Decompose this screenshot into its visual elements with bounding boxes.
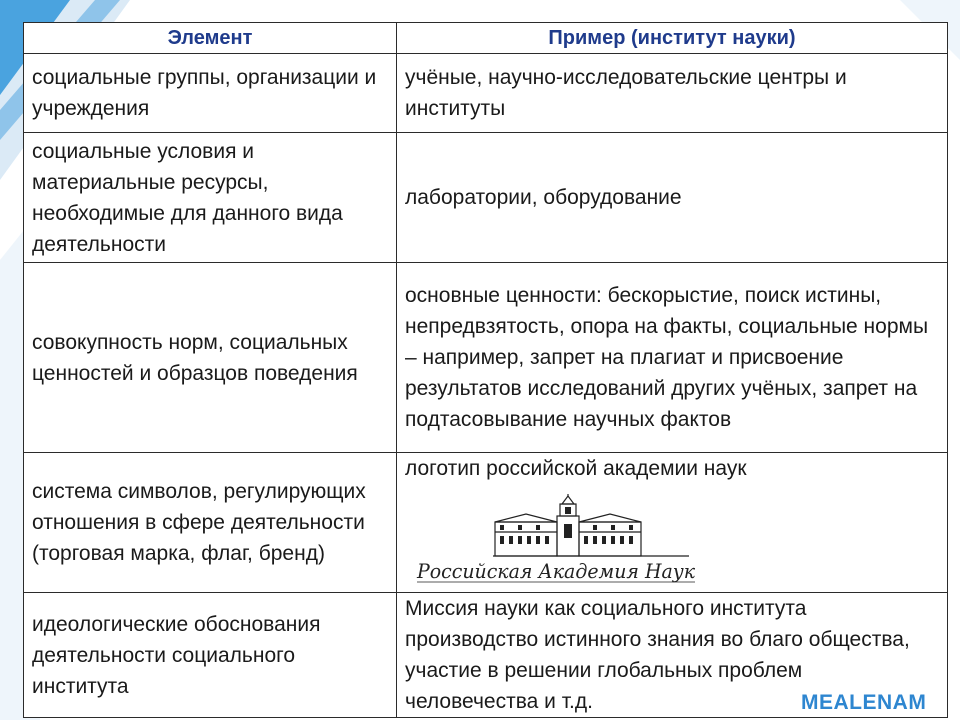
academy-building-icon xyxy=(411,494,701,592)
header-example: Пример (институт науки) xyxy=(397,23,948,54)
table-row xyxy=(24,263,948,453)
example-text: логотип российской академии наук xyxy=(405,457,747,480)
watermark: MEALENAM xyxy=(797,690,930,716)
element-cell: социальные условия и материальные ресурсы, необходимые для данного вида деятельности xyxy=(24,133,397,263)
example-cell: основные ценности: бескорыстие, поиск истины, непредвзятость, опора на факты, социальные нормы – например, запрет на плагиат и присвоение результатов исследований других учёных, запрет на подтасовывание научных фактов xyxy=(397,263,948,453)
element-cell: идеологические обоснования деятельности социального института xyxy=(24,593,397,718)
example-cell: Миссия науки как социального института производство истинного знания во благо общества, участие в решении глобальных проблем человечества и т.д. xyxy=(397,593,948,718)
example-cell-logo xyxy=(397,453,948,593)
institution-elements-table xyxy=(23,22,948,718)
example-cell: лаборатории, оборудование xyxy=(397,133,948,263)
logo-lettering: Российская Академия Наук xyxy=(416,559,696,583)
table-row xyxy=(24,133,948,263)
ras-logo xyxy=(411,494,701,592)
element-cell: социальные группы, организации и учреждения xyxy=(24,54,397,133)
table-row xyxy=(24,453,948,593)
example-cell: учёные, научно-исследовательские центры и институты xyxy=(397,54,948,133)
element-cell: система символов, регулирующих отношения в сфере деятельности (торговая марка, флаг, бренд) xyxy=(24,453,397,593)
element-cell: совокупность норм, социальных ценностей и образцов поведения xyxy=(24,263,397,453)
header-element: Элемент xyxy=(24,23,397,54)
table-header-row xyxy=(24,23,948,54)
table-row xyxy=(24,54,948,133)
